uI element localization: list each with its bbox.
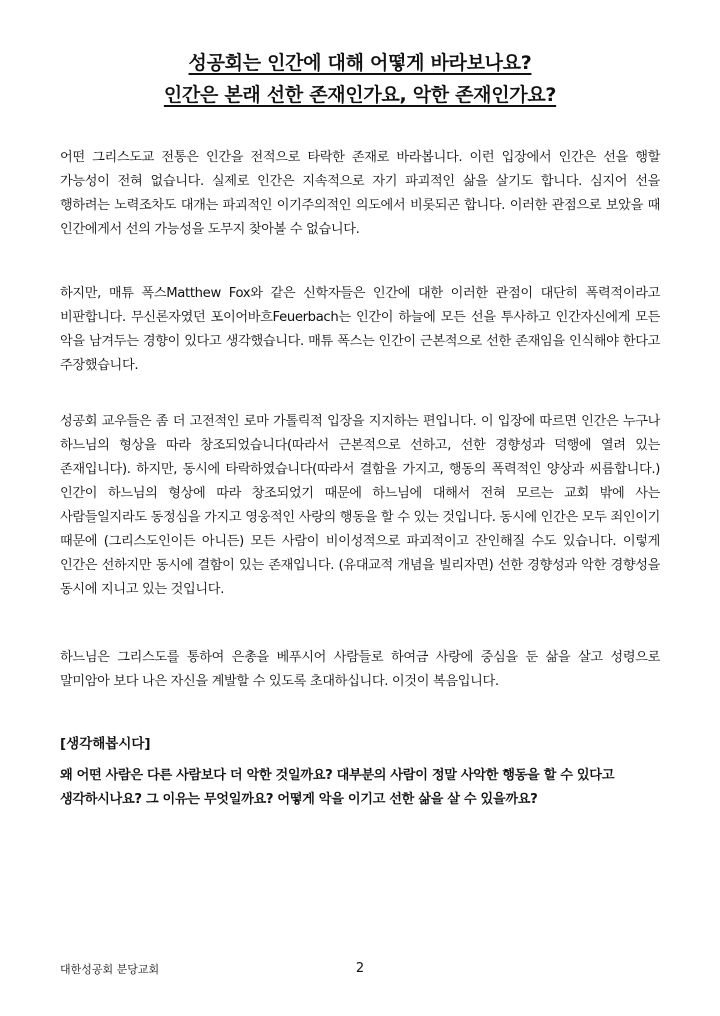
reflection-question: 왜 어떤 사람은 다른 사람보다 더 악한 것일까요? 대부분의 사람이 정말 사악한 행동을 할 수 있다고 생각하시나요? 그 이유는 무엇일까요? 어떻게 악을 이기고 선한 삶을 살 수 있을까요? <box>60 768 615 807</box>
paragraph-1: 어떤 그리스도교 전통은 인간을 전적으로 타락한 존재로 바라봅니다. 이런 입장에서 인간은 선을 행할 가능성이 전혀 없습니다. 실제로 인간은 지속적으로 자기 파괴적인 삶을 살기도 합니다. 심지어 선을 행하려는 노력조차도 대개는 파괴적인 이기주의적인 의도에서 비롯되곤 합니다. 이러한 관점으로 보았을 때 인간에게서 선의 가능성을 도무지 찾아볼 수 없습니다. <box>60 150 660 237</box>
page-title-line-2 <box>0 80 720 110</box>
paragraph-4: 하느님은 그리스도를 통하여 은총을 베푸시어 사람들로 하여금 사랑에 중심을 둔 삶을 살고 성령으로 말미암아 보다 나은 자신을 계발할 수 있도록 초대하십니다. 이것이 복음입니다. <box>60 650 660 689</box>
paragraph-3: 성공회 교우들은 좀 더 고전적인 로마 가톨릭적 입장을 지지하는 편입니다. 이 입장에 따르면 인간은 누구나 하느님의 형상을 따라 창조되었습니다(따라서 근본적으로 선하고, 선한 경향성과 덕행에 열려 있는 존재입니다). 하지만, 동시에 타락하였습니다(따라서 결함을 가지고, 행동의 폭력적인 양상과 씨름합니다.) 인간이 하느님의 형상에 따라 창조되었기 때문에 하느님에 대해서 전혀 모르는 교회 밖에 사는 사람들일지라도 동정심을 가지고 영웅적인 사랑의 행동을 할 수 있는 것입니다. 동시에 인간은 모두 죄인이기 때문에 (그리스도인이든 아니든) 모든 사람이 비이성적으로 파괴적이고 잔인해질 수도 있습니다. 이렇게 인간은 선하지만 동시에 결함이 있는 존재입니다. (유대교적 개념을 빌리자면) 선한 경향성과 악한 경향성을 동시에 지니고 있는 것입니다. <box>60 414 660 597</box>
reflection-heading: [생각해봅시다] <box>60 736 151 752</box>
title-line-2-text: 인간은 본래 선한 존재인가요, 악한 존재인가요? <box>163 84 557 106</box>
page-number: 2 <box>355 961 365 976</box>
footer-church-name: 대한성공회 분당교회 <box>60 963 160 976</box>
title-line-1-text: 성공회는 인간에 대해 어떻게 바라보나요? <box>188 52 532 74</box>
paragraph-2: 하지만, 매튜 폭스Matthew Fox와 같은 신학자들은 인간에 대한 이러한 관점이 대단히 폭력적이라고 비판합니다. 무신론자였던 포이어바흐Feuerbach는 인간이 하늘에 모든 선을 투사하고 인간자신에게 모든 악을 남겨두는 경향이 있다고 생각했습니다. 매튜 폭스는 인간이 근본적으로 선한 존재임을 인식해야 한다고 주장했습니다. <box>60 286 660 373</box>
page-title-line-1 <box>0 48 720 78</box>
